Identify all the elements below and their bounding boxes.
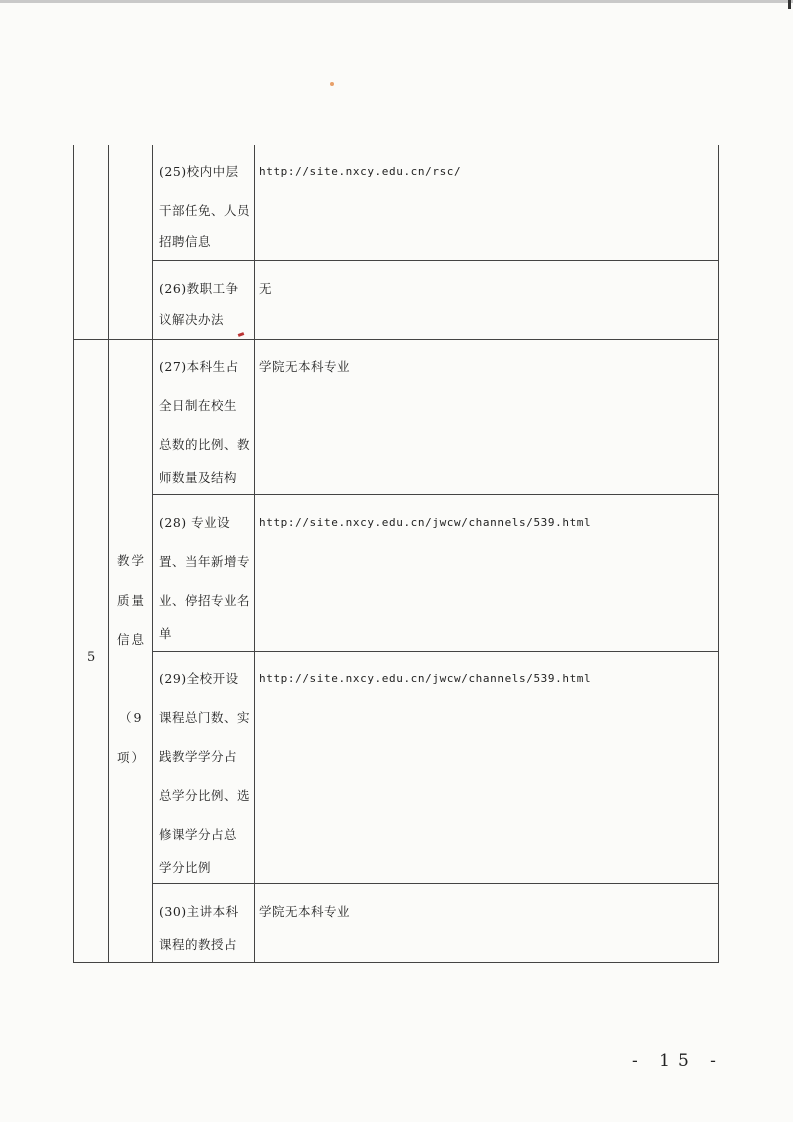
item-26-line-2: 议解决办法 xyxy=(159,312,225,327)
item-25-line-2: 干部任免、人员 xyxy=(159,203,251,218)
category-line-4: （9 xyxy=(119,710,144,725)
category-line-2: 质量 xyxy=(117,593,147,608)
table-col-divider-1 xyxy=(108,145,109,963)
item-29-line-5: 修课学分占总 xyxy=(159,827,238,842)
section-number: 5 xyxy=(87,650,96,665)
item-30-content: 学院无本科专业 xyxy=(259,904,351,919)
item-30-line-1: (30)主讲本科 xyxy=(159,904,239,919)
table-col-divider-3 xyxy=(254,145,255,963)
item-25-line-1: (25)校内中层 xyxy=(159,164,239,179)
scan-mark xyxy=(788,0,791,9)
scan-speck xyxy=(330,82,334,86)
item-25-line-3: 招聘信息 xyxy=(159,234,212,249)
item-27-line-4: 师数量及结构 xyxy=(159,470,238,485)
table-border-bottom xyxy=(73,962,719,963)
row-divider-27-28 xyxy=(152,494,719,495)
item-28-line-1: (28) 专业设 xyxy=(159,515,231,530)
table-border-right xyxy=(718,145,719,963)
table-border-left-top xyxy=(73,145,74,340)
item-30-line-2: 课程的教授占 xyxy=(159,937,238,952)
item-27-line-1: (27)本科生占 xyxy=(159,359,239,374)
item-26-line-1: (26)教职工争 xyxy=(159,281,239,296)
disclosure-table xyxy=(73,145,719,963)
item-29-content: http://site.nxcy.edu.cn/jwcw/channels/539.html xyxy=(259,672,592,685)
item-29-line-3: 践教学学分占 xyxy=(159,749,238,764)
page-number: - 15 - xyxy=(632,1051,724,1071)
item-27-line-3: 总数的比例、教 xyxy=(159,437,251,452)
section-divider xyxy=(73,339,719,340)
item-29-line-6: 学分比例 xyxy=(159,860,212,875)
item-29-line-1: (29)全校开设 xyxy=(159,671,239,686)
item-28-content: http://site.nxcy.edu.cn/jwcw/channels/539.html xyxy=(259,516,592,529)
page-top-edge xyxy=(0,0,793,3)
item-28-line-3: 业、停招专业名 xyxy=(159,593,251,608)
item-28-line-4: 单 xyxy=(159,626,173,641)
category-line-3: 信息 xyxy=(117,632,147,647)
item-25-content: http://site.nxcy.edu.cn/rsc/ xyxy=(259,165,462,178)
table-col-divider-2 xyxy=(152,145,153,963)
row-divider-25-26 xyxy=(152,260,719,261)
item-27-content: 学院无本科专业 xyxy=(259,359,351,374)
item-29-line-4: 总学分比例、选 xyxy=(159,788,251,803)
row-divider-28-29 xyxy=(152,651,719,652)
category-line-1: 教学 xyxy=(117,553,147,568)
item-28-line-2: 置、当年新增专 xyxy=(159,554,251,569)
item-29-line-2: 课程总门数、实 xyxy=(159,710,251,725)
item-26-content: 无 xyxy=(259,281,273,296)
table-border-left xyxy=(73,340,74,963)
row-divider-29-30 xyxy=(152,883,719,884)
category-line-5: 项） xyxy=(117,750,147,765)
item-27-line-2: 全日制在校生 xyxy=(159,398,238,413)
